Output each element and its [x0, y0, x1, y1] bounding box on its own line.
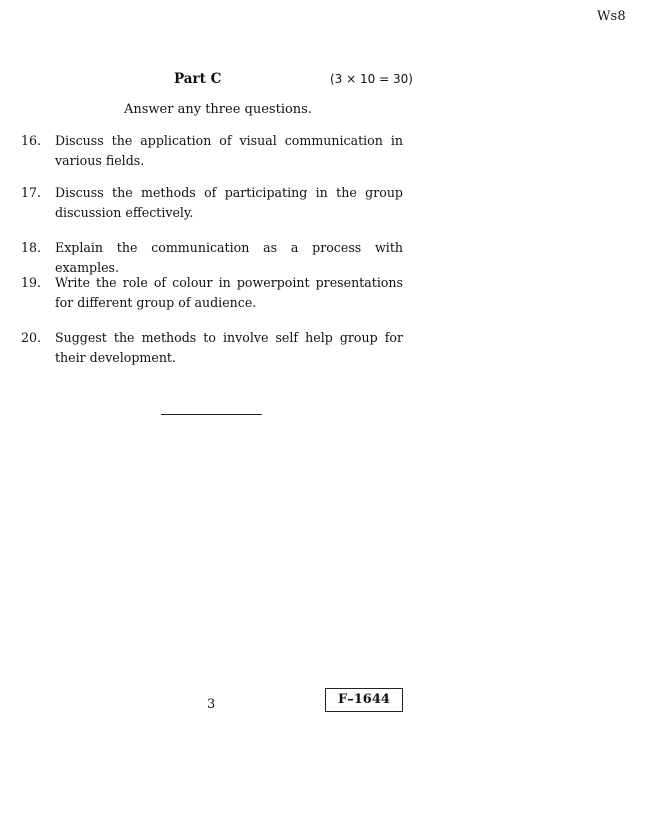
question-17	[21, 183, 403, 238]
marks-allocation: (3 × 10 = 30)	[330, 72, 413, 86]
end-of-paper-rule	[161, 414, 262, 415]
page-number: 3	[207, 697, 216, 712]
question-text: Write the role of colour in powerpoint presentations for different group of audience.	[55, 275, 403, 310]
question-text: Discuss the methods of participating in the group discussion effectively.	[55, 185, 403, 220]
question-text: Discuss the application of visual communication in various fields.	[55, 133, 403, 168]
question-16	[21, 131, 403, 183]
page-code: Ws8	[597, 9, 626, 24]
question-text: Explain the communication as a process with examples.	[55, 240, 403, 275]
question-18	[21, 238, 403, 273]
instruction: Answer any three questions.	[124, 102, 312, 117]
question-list	[21, 131, 403, 368]
paper-code-box: F–1644	[325, 688, 403, 712]
question-20	[21, 328, 403, 368]
section-title: Part C	[174, 71, 222, 87]
question-number: 19.	[21, 275, 42, 290]
question-text: Suggest the methods to involve self help group for their development.	[55, 330, 403, 365]
question-number: 20.	[21, 330, 42, 345]
question-number: 18.	[21, 240, 42, 255]
question-number: 16.	[21, 133, 42, 148]
question-number: 17.	[21, 185, 42, 200]
question-19	[21, 273, 403, 328]
